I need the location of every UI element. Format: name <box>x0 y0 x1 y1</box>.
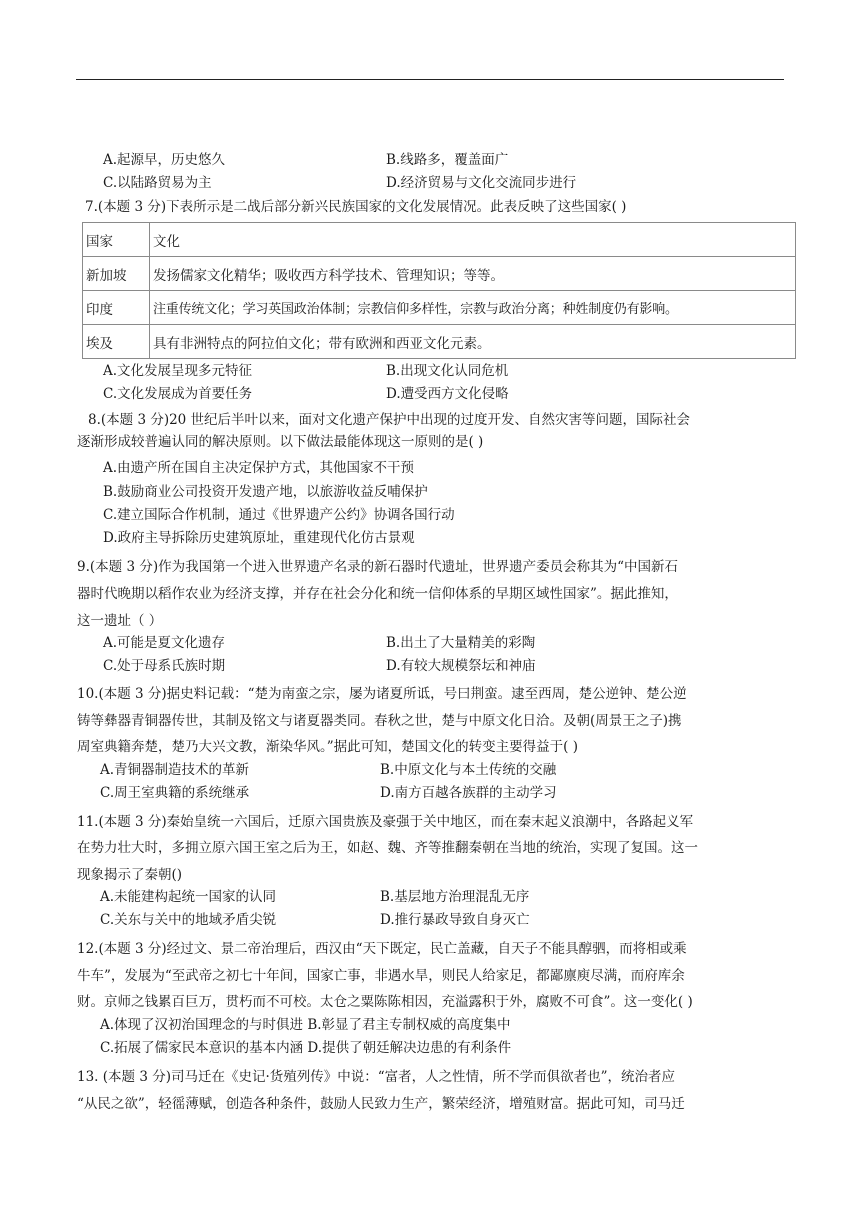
table-cell-country: 印度 <box>83 291 150 325</box>
q10-option-c: C.周王室典籍的系统继承 <box>100 785 250 801</box>
q7-culture-table <box>82 222 796 359</box>
table-header-culture: 文化 <box>150 223 796 257</box>
q11-option-b: B.基层地方治理混乱无序 <box>380 889 530 905</box>
header-rule <box>76 79 784 80</box>
q9-option-d: D.有较大规模祭坛和神庙 <box>386 658 536 674</box>
table-row <box>83 325 796 359</box>
q8-option-a: A.由遗产所在国自主决定保护方式，其他国家不干预 <box>103 460 415 476</box>
q9-option-c: C.处于母系氏族时期 <box>103 658 226 674</box>
q10-stem-line-2: 铸等彝器青铜器传世，其制及铭文与诸夏器类同。春秋之世，楚与中原文化日洽。及朝(周景王之子)携 <box>77 713 682 729</box>
q7-option-c: C.文化发展成为首要任务 <box>103 386 253 402</box>
q12-stem-line-1: 12.(本题 3 分)经过文、景二帝治理后，西汉由“天下既定，民亡盖藏，自天子不能具醇驷，而将相或乘 <box>77 941 687 957</box>
table-cell-culture: 注重传统文化；学习英国政治体制；宗教信仰多样性，宗教与政治分离；种姓制度仍有影响。 <box>150 291 796 325</box>
table-row <box>83 291 796 325</box>
table-cell-country: 新加坡 <box>83 257 150 291</box>
q11-option-a: A.未能建构起统一国家的认同 <box>100 889 277 905</box>
q6-option-b: B.线路多，覆盖面广 <box>386 152 509 168</box>
q6-option-a: A.起源早，历史悠久 <box>103 152 226 168</box>
q9-stem-line-1: 9.(本题 3 分)作为我国第一个进入世界遗产名录的新石器时代遗址，世界遗产委员会称其为“中国新石 <box>77 559 678 575</box>
table-row <box>83 257 796 291</box>
q11-stem-line-3: 现象揭示了秦朝() <box>77 867 183 883</box>
q10-stem-line-3: 周室典籍奔楚，楚乃大兴文教，渐染华风。”据此可知，楚国文化的转变主要得益于( ) <box>77 739 578 755</box>
q9-option-a: A.可能是夏文化遗存 <box>103 635 226 651</box>
q10-stem-line-1: 10.(本题 3 分)据史料记载：“楚为南蛮之宗，屡为诸夏所诋，号曰荆蛮。逮至西周，楚公逆钟、楚公逆 <box>77 686 687 702</box>
q10-option-d: D.南方百越各族群的主动学习 <box>380 785 557 801</box>
q8-option-c: C.建立国际合作机制，通过《世界遗产公约》协调各国行动 <box>103 507 455 523</box>
q8-option-b: B.鼓励商业公司投资开发遗产地，以旅游收益反哺保护 <box>103 484 428 500</box>
q8-stem-line-1: 8.(本题 3 分)20 世纪后半叶以来，面对文化遗产保护中出现的过度开发、自然灾害等问题，国际社会 <box>88 412 691 428</box>
table-cell-culture: 具有非洲特点的阿拉伯文化；带有欧洲和西亚文化元素。 <box>150 325 796 359</box>
table-cell-country: 埃及 <box>83 325 150 359</box>
q7-stem: 7.(本题 3 分)下表所示是二战后部分新兴民族国家的文化发展情况。此表反映了这些国家( ) <box>85 199 627 215</box>
q10-option-a: A.青铜器制造技术的革新 <box>100 762 250 778</box>
q12-options-c-d: C.拓展了儒家民本意识的基本内涵 D.提供了朝廷解决边患的有利条件 <box>100 1040 512 1056</box>
q12-stem-line-2: 牛车”，发展为“至武帝之初七十年间，国家亡事，非遇水旱，则民人给家足，都鄙廪庾尽满，而府库余 <box>77 968 685 984</box>
q9-option-b: B.出土了大量精美的彩陶 <box>386 635 536 651</box>
q8-option-d: D.政府主导拆除历史建筑原址，重建现代化仿古景观 <box>103 530 415 546</box>
q13-stem-line-1: 13. (本题 3 分)司马迁在《史记·货殖列传》中说：“富者，人之性情，所不学而俱欲者也”，统治者应 <box>77 1069 676 1085</box>
q11-stem-line-2: 在势力壮大时，多拥立原六国王室之后为王，如赵、魏、齐等推翻秦朝在当地的统治，实现了复国。这一 <box>77 840 698 856</box>
table-header-row <box>83 223 796 257</box>
q6-option-d: D.经济贸易与文化交流同步进行 <box>386 175 577 191</box>
table-cell-culture: 发扬儒家文化精华；吸收西方科学技术、管理知识；等等。 <box>150 257 796 291</box>
q13-stem-line-2: “从民之欲”，轻徭薄赋，创造各种条件，鼓励人民致力生产，繁荣经济，增殖财富。据此可知，司马迁 <box>77 1096 685 1112</box>
q11-option-d: D.推行暴政导致自身灭亡 <box>380 912 530 928</box>
q11-stem-line-1: 11.(本题 3 分)秦始皇统一六国后，迁原六国贵族及豪强于关中地区，而在秦末起义浪潮中，各路起义军 <box>77 814 694 830</box>
q7-option-d: D.遭受西方文化侵略 <box>386 386 509 402</box>
q12-stem-line-3: 财。京师之钱累百巨万，贯朽而不可校。太仓之粟陈陈相因，充溢露积于外，腐败不可食”。这一变化( ) <box>77 994 693 1010</box>
table-header-country: 国家 <box>83 223 150 257</box>
q6-option-c: C.以陆路贸易为主 <box>103 175 212 191</box>
q11-option-c: C.关东与关中的地域矛盾尖锐 <box>100 912 277 928</box>
q12-options-a-b: A.体现了汉初治国理念的与时俱进 B.彰显了君主专制权威的高度集中 <box>100 1017 511 1033</box>
q7-option-b: B.出现文化认同危机 <box>386 363 509 379</box>
q8-stem-line-2: 逐渐形成较普遍认同的解决原则。以下做法最能体现这一原则的是( ) <box>77 434 484 450</box>
q7-option-a: A.文化发展呈现多元特征 <box>103 363 253 379</box>
q9-stem-line-2: 器时代晚期以稻作农业为经济支撑，并存在社会分化和统一信仰体系的早期区域性国家”。据此推知， <box>77 586 678 602</box>
q10-option-b: B.中原文化与本土传统的交融 <box>380 762 557 778</box>
q9-stem-line-3: 这一遗址（ ） <box>77 613 163 629</box>
